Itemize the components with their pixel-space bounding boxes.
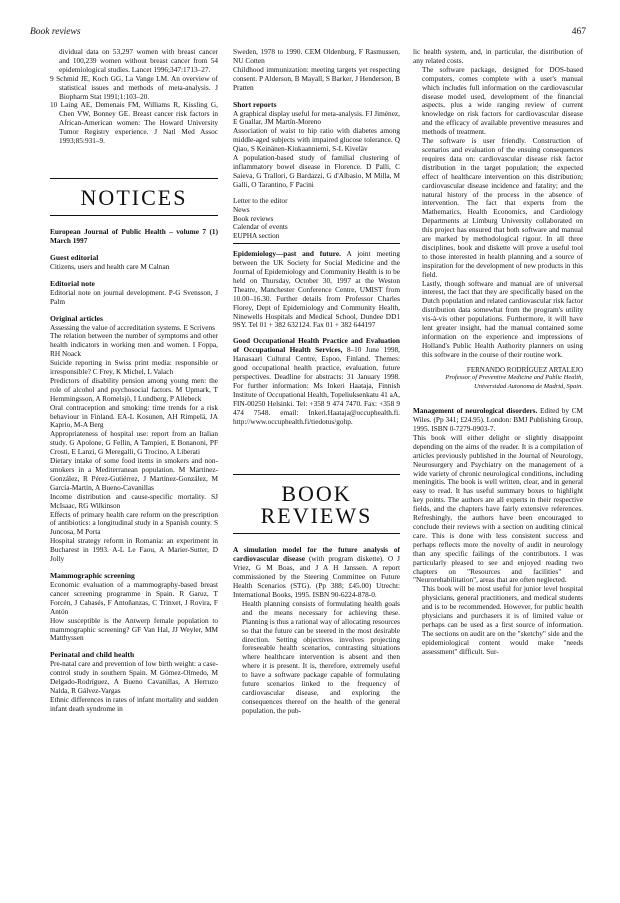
toc-item: Oral contraception and smoking: time trends for a risk behaviour in Finland. EA-L Kosunen, AH Rimpelä, JA Kaprio, M-A Berg xyxy=(50,402,218,430)
toc-item: Sweden, 1978 to 1990. CEM Oldenburg, F Rasmussen, NU Cotten xyxy=(233,47,400,65)
notice-heading: Epidemiology—past and future. xyxy=(233,249,341,259)
review-paragraph: The software is user friendly. Construction of scenarios and evaluation of the ensuing consequences requires data on: cardiovascular disease risk factor distribution in the target population; the expected effect of healthcare intervention on this distribution; cardiovascular disease incidence and fatality; and the natural history of the process in the absence of intervention. The fact that experts from the Mathematics, Health Economics, and Cardiology Departments at Limburg University collaborated on this project has ensured that both software and manual are marked by methodological rigour. In all three disciplines, book and diskette will prove a useful tool to those interested in health planning and a source of inspiration for the development of new products in this field. xyxy=(422,136,583,279)
toc-item: Childhood immunization: meeting targets yet respecting consent. P Alderson, B Mayall, S Barker, J Henderson, B Pratten xyxy=(233,64,400,92)
review-signature xyxy=(413,366,583,392)
review-meta: (with program diskette). O J Vriez, G M Boas, and J A H Janssen. A report commissioned by the Steering Committee on Future Health Scenarios (STG). (Pp 388; £45.00) Utrecht: International Books, 1995. ISBN 90-6224-878-0. xyxy=(233,554,401,599)
reviewer-affiliation: Professor of Preventive Medicine and Public Health, xyxy=(445,374,583,382)
toc-item: Editorial note on journal development. P-G Svensson, J Palm xyxy=(50,287,218,306)
running-title: Book reviews xyxy=(30,27,81,37)
review-meta: Edited by CM Wiles. (Pp 341; £24.95). London: BMJ Publishing Group, 1995. ISBN 0-7279-0903-7. xyxy=(413,406,583,434)
review-paragraph: Lastly, though software and manual are of universal interest, the fact that they are specifically based on the Dutch population and related cardiovascular risk factor distribution data somewhat from the program's utility vis-à-vis other populations. Furthermore, it will have lent greater insight, had the manual contained some information on the experience and impressions of Holland's Public Health Authority planners on using this software in the course of their routine work. xyxy=(422,278,583,359)
toc-item: Association of waist to hip ratio with diabetes among middle-aged subjects with impaired glucose tolerance. Q Qiao, S Keinänen-Kiukaanniemi, S-L Kiveläv xyxy=(233,126,400,154)
toc-item: A population-based study of familial clustering of inflammatory bowel disease in Florence. D Palli, C Saieva, G Trallori, G Bardazzi, G d'Albasio, M Milla, M Galli, O Tarantino, F Pacini xyxy=(233,153,400,189)
column-3 xyxy=(413,48,583,657)
column-1 xyxy=(50,48,218,714)
toc-item: Book reviews xyxy=(233,213,274,223)
toc-item: The relation between the number of symptoms and other health indicators in working men and women. I Foppa, RH Noack xyxy=(50,331,218,359)
book-reviews-title: BOOK REVIEWS xyxy=(233,474,400,534)
review-body: This book will either delight or slightly disappoint depending on the aims of the reader. It is a compilation of articles previously published in the Journal of Neurology, Neurosurgery and Psychiatry on the management of a wide variety of chronic neurological conditions, including meningitis. The book is well written, clear, and in general easy to read. It has useful summary boxes to highlight key points. The authors are all experts in their respective fields, and the chapters have fairly extensive references. Refreshingly, the authors have been encouraged to conclude their reviews with a section on auditing clinical care. This is done with less consistent success and perhaps reflects more the novelty of audit in neurology than any specific failings of the contributors. I was particularly pleased to see and enjoyed reading two chapters on "Resources and facilities" and "Neurorehabilitation", areas that are often neglected. xyxy=(413,432,583,585)
notice-text: A joint meeting between the UK Society for Social Medicine and the Journal of Epidemiology and Community Health is to be held on Thursday, October 30, 1997 at the Weston Theatre, Manchester Conference Centre, UMIST from 10.00–16.30. Further details from Professor Charles Florey, Dept of Epidemiology and Community Health, Ninewells Hospitals and Medical School, Dundee DD1 9SY. Tel 01 + 382 632124. Fax 01 + 382 644197 xyxy=(233,249,400,330)
reference-10: 10 Laing AE, Demenais FM, Williams R, Kissling G, Chen VW, Bonney GE. Breast cancer risk factors in African-American women: The Howard University Tumor Registry experience. J Natl Med Assoc 1993;85:931–9. xyxy=(50,100,218,146)
toc-item: Pre-natal care and prevention of low birth weight: a case-control study in southern Spain. M Gómez-Olmedo, M Delgado-Rodríguez, A Bueno Cavanillas, A Herruzo Nalda, R Gálvez-Vargas xyxy=(50,659,218,696)
review-paragraph: lic health system, and, in particular, the distribution of any related costs. xyxy=(413,47,583,65)
toc-item: Predictors of disability pension among young men: the role of alcohol and psychosocial factors. M Upmark, T Hemmingsson, A Romelsjö, I Lundberg, P Allebeck xyxy=(50,375,218,403)
reference-9: 9 Schmid JE, Koch GG, La Vange LM. An overview of statistical issues and methods of meta-analysis. J Biopharm Stat 1991;1:103–20. xyxy=(50,73,218,101)
review-paragraph: The software package, designed for DOS-based computers, comes complete with a user's manual which includes full information on the cardiovascular disease model used, development of the financial aspects, plus a wide ranging review of current knowledge on risk factors for cardiovascular disease and the efficacy of available preventive measures and methods of treatment. xyxy=(422,64,583,137)
running-header xyxy=(30,27,586,41)
toc-item: Hospital strategy reform in Romania: an experiment in Bucharest in 1993. A-L Le Faou, A Marier-Sutter, D Jolly xyxy=(50,536,218,564)
column-2 xyxy=(233,48,400,716)
toc-item: Dietary intake of some food items in smokers and non-smokers in a Mediterranean population. M Martínez-González, R Pérez-Gutiérrez, J Martínez-González, M García-Martín, A Bueno-Cavanillas xyxy=(50,456,218,492)
toc-item: Effects of primary health care reform on the prescription of antibiotics: a longitudinal study in a Spanish county. S Juncosa, M Porta xyxy=(50,509,218,537)
toc-item: Assessing the value of accreditation systems. E Scrivens xyxy=(50,322,215,332)
section-heading: Editorial note xyxy=(50,278,95,288)
toc-item: Letter to the editor xyxy=(233,195,288,205)
notice-occupational-health xyxy=(233,337,400,426)
notice-heading: Good Occupational Health Practice and Evaluation of Occupational Health Services, xyxy=(233,336,400,355)
toc-item: How susceptible is the Antwerp female population to mammographic screening? GF Van Hal, JJ Weyler, MM Matthyssen xyxy=(50,615,218,643)
review-body: This book will be most useful for junior level hospital physicians, general practitioners, and medical students and is to be recommended. However, for public health physicians and purchasers it is of limited value or perhaps can be used as a first source of information. The sections on audit are on the "sketchy" side and the epidemiological content would make "needs assessment" difficult. Sur- xyxy=(422,584,583,656)
review-heading: A simulation model for the future analysis of cardiovascular disease xyxy=(233,545,400,564)
toc-item: News xyxy=(233,204,250,214)
toc-item: EUPHA section xyxy=(233,231,280,241)
toc-item: Citizens, users and health care M Calnan xyxy=(50,261,170,271)
journal-heading: European Journal of Public Health – volume 7 (1) March 1997 xyxy=(50,226,218,245)
review-citation xyxy=(233,546,400,599)
reviewer-name: FERNANDO RODRÍGUEZ ARTALEJO xyxy=(466,365,583,374)
notice-epidemiology xyxy=(233,250,400,330)
toc-item: Calendar of events xyxy=(233,222,288,232)
toc-item: A graphical display useful for meta-analysis. FJ Jiménez, E Guallar, JM Martín-Moreno xyxy=(233,108,400,127)
notices-title: NOTICES xyxy=(50,178,218,216)
toc-item: Suicide reporting in Swiss print media: responsible or irresponsible? C Frey, K Michel, L Valach xyxy=(50,358,218,377)
section-heading: Mammographic screening xyxy=(50,570,135,580)
section-heading: Guest editorial xyxy=(50,252,99,262)
section-heading: Original articles xyxy=(50,313,103,323)
toc-item: Ethnic differences in rates of infant mortality and sudden infant death syndrome in xyxy=(50,694,218,713)
review-citation xyxy=(413,407,583,434)
review-body: Health planning consists of formulating health goals and the means necessary for achieving these. Planning is thus a rational way of allocating resources so that the future can be steered in the most desirable direction. Setting objectives involves projecting foreseeable health scenarios, contrasting situations where healthcare intervention is absent and then where it is present. It is, therefore, extremely useful to have a software package capable of formulating future scenarios linked to the frequency of cardiovascular disease, and exploring the consequences thereof on the health of the general population, the pub- xyxy=(242,598,400,715)
section-heading: Short reports xyxy=(233,99,277,109)
page-number: 467 xyxy=(571,27,586,37)
reference-8-cont: dividual data on 53,297 women with breast cancer and 100,239 women without breast cancer from 54 epidemiological studies. Lancet 1996;347:1713–27. xyxy=(59,47,218,74)
review-heading: Management of neurological disorders. xyxy=(413,406,538,416)
toc-item: Appropriateness of hospital use: report from an Italian study. G Apolone, G Fellin, A Tampieri, E Bonanoni, PF Crosti, E Lanzi, G Meregalli, G Trocino, A Liberati xyxy=(50,429,218,457)
notice-text: 8–10 June 1998, Hanasaari Cultural Centre, Espoo, Finland. Themes: good occupational health practice, evaluation, future perspectives. Deadline for abstracts: 31 January 1998. For further information: Ms Inkeri Haataja, Finnish Institute of Occupational Health, Topeliuksenkatu 41 aA, FIN-00250 Helsinki. Tel: +358 9 474 7470. Fax: +358 9 474 7548. email: Inkeri.Haataja@occuphealth.fi. http://www.occuphealth.fi/tiedotus/gohp. xyxy=(233,345,400,426)
reviewer-affiliation: Universidad Autonoma de Madrid, Spain. xyxy=(474,382,583,390)
toc-item: Economic evaluation of a mammography-based breast cancer screening programme in Spain. R Garuz, T Forcén, J Cabasés, F Antoñanzas, C Trinxet, J Rovira, F Antón xyxy=(50,579,218,616)
divider xyxy=(233,243,400,244)
section-heading: Perinatal and child health xyxy=(50,650,135,660)
toc-item: Income distribution and cause-specific mortality. SJ McIsaac, RG Wilkinson xyxy=(50,491,218,510)
